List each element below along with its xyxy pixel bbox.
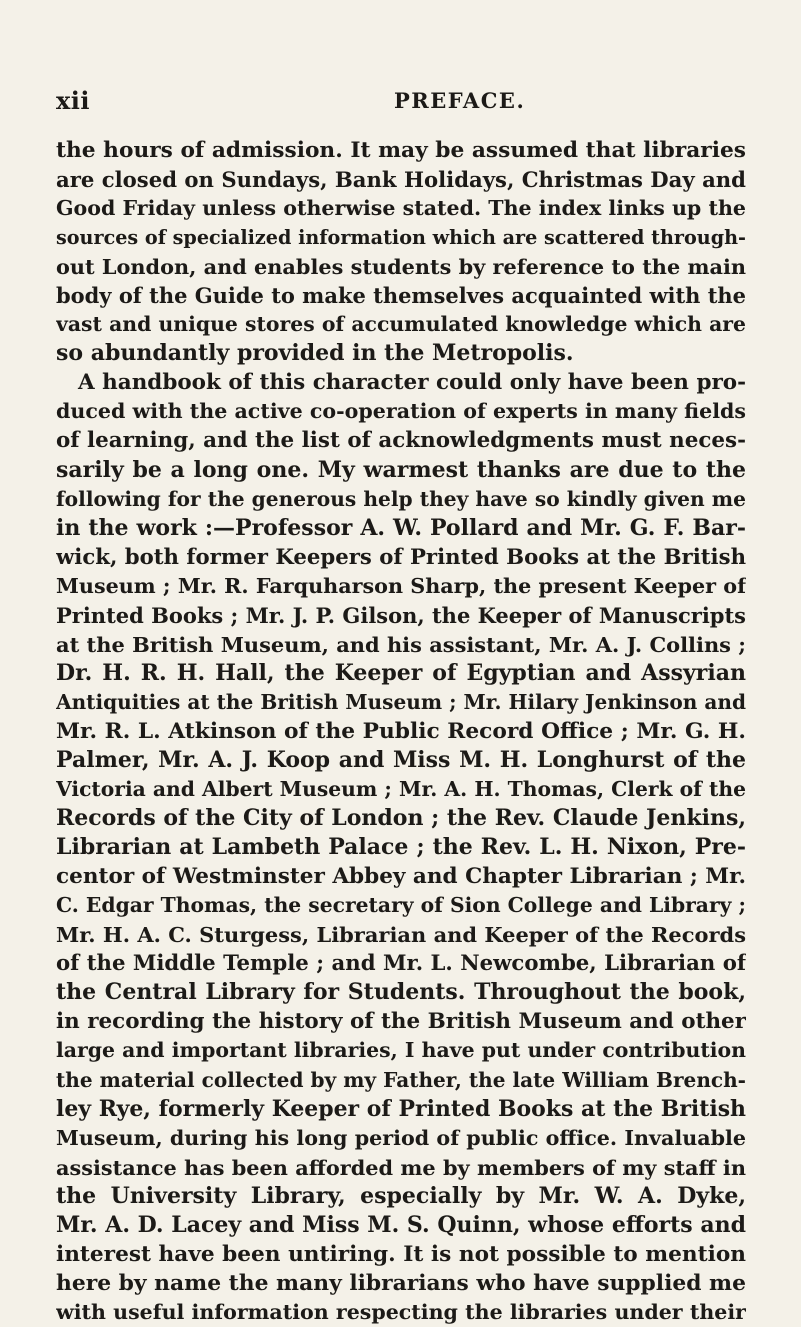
- text-line: A handbook of this character could only have been pro-: [78, 370, 746, 396]
- text-line: are closed on Sundays, Bank Holidays, Christmas Day and: [56, 167, 746, 193]
- text-line: Librarian at Lambeth Palace ; the Rev. L. H. Nixon, Pre-: [56, 834, 746, 861]
- text-line: C. Edgar Thomas, the secretary of Sion College and Library ;: [56, 893, 746, 918]
- text-line: the University Library, especially by Mr. W. A. Dyke,: [56, 1182, 746, 1209]
- text-line: Records of the City of London ; the Rev. Claude Jenkins,: [56, 805, 746, 832]
- text-line: duced with the active co-operation of experts in many fields: [56, 399, 746, 424]
- text-line: of the Middle Temple ; and Mr. L. Newcombe, Librarian of: [56, 951, 746, 977]
- text-line: sarily be a long one. My warmest thanks are due to the: [56, 456, 746, 483]
- text-line: Palmer, Mr. A. J. Koop and Miss M. H. Longhurst of the: [56, 746, 746, 773]
- text-line: Museum, during his long period of public office. Invaluable: [56, 1125, 746, 1150]
- running-head: [56, 86, 746, 116]
- text-line: large and important libraries, I have put under contribution: [56, 1038, 746, 1063]
- text-line: Mr. R. L. Atkinson of the Public Record Office ; Mr. G. H.: [56, 718, 746, 744]
- text-line: of learning, and the list of acknowledgments must neces-: [56, 428, 746, 454]
- running-title: PREFACE.: [394, 88, 526, 113]
- body-text: [56, 136, 746, 1327]
- text-line: interest have been untiring. It is not possible to mention: [56, 1241, 746, 1267]
- text-line: Printed Books ; Mr. J. P. Gilson, the Keeper of Manuscripts: [56, 602, 746, 628]
- text-line: here by name the many librarians who have supplied me: [56, 1270, 746, 1296]
- text-line: at the British Museum, and his assistant, Mr. A. J. Collins ;: [56, 631, 746, 657]
- text-line: wick, both former Keepers of Printed Books at the British: [56, 544, 746, 570]
- text-line: out London, and enables students by reference to the main: [56, 254, 746, 280]
- text-line: Dr. H. R. H. Hall, the Keeper of Egyptian and Assyrian: [56, 659, 746, 686]
- text-line: body of the Guide to make themselves acquainted with the: [56, 283, 746, 309]
- text-line: the Central Library for Students. Throughout the book,: [56, 979, 746, 1006]
- text-line: Mr. A. D. Lacey and Miss M. S. Quinn, whose efforts and: [56, 1211, 746, 1238]
- text-line: sources of specialized information which are scattered through-: [56, 226, 746, 250]
- text-line: in recording the history of the British Museum and other: [56, 1009, 746, 1035]
- text-line: the hours of admission. It may be assumed that libraries: [56, 138, 746, 163]
- text-line: the material collected by my Father, the late William Brench-: [56, 1067, 746, 1092]
- text-line: Mr. H. A. C. Sturgess, Librarian and Keeper of the Records: [56, 922, 746, 948]
- text-line: Museum ; Mr. R. Farquharson Sharp, the present Keeper of: [56, 573, 746, 598]
- text-line: Victoria and Albert Museum ; Mr. A. H. Thomas, Clerk of the: [56, 777, 746, 802]
- page-number: xii: [56, 86, 91, 115]
- text-line: in the work :—Professor A. W. Pollard and Mr. G. F. Bar-: [56, 514, 746, 541]
- text-line: so abundantly provided in the Metropolis.: [56, 340, 574, 367]
- text-line: following for the generous help they have so kindly given me: [56, 486, 746, 511]
- text-line: vast and unique stores of accumulated knowledge which are: [56, 312, 746, 337]
- text-line: ley Rye, formerly Keeper of Printed Books at the British: [56, 1095, 746, 1122]
- text-line: centor of Westminster Abbey and Chapter Librarian ; Mr.: [56, 864, 746, 890]
- text-line: Antiquities at the British Museum ; Mr. Hilary Jenkinson and: [56, 689, 746, 714]
- text-line: with useful information respecting the libraries under their: [56, 1299, 746, 1324]
- text-line: assistance has been afforded me by members of my staff in: [56, 1154, 746, 1180]
- text-line: Good Friday unless otherwise stated. The index links up the: [56, 196, 746, 221]
